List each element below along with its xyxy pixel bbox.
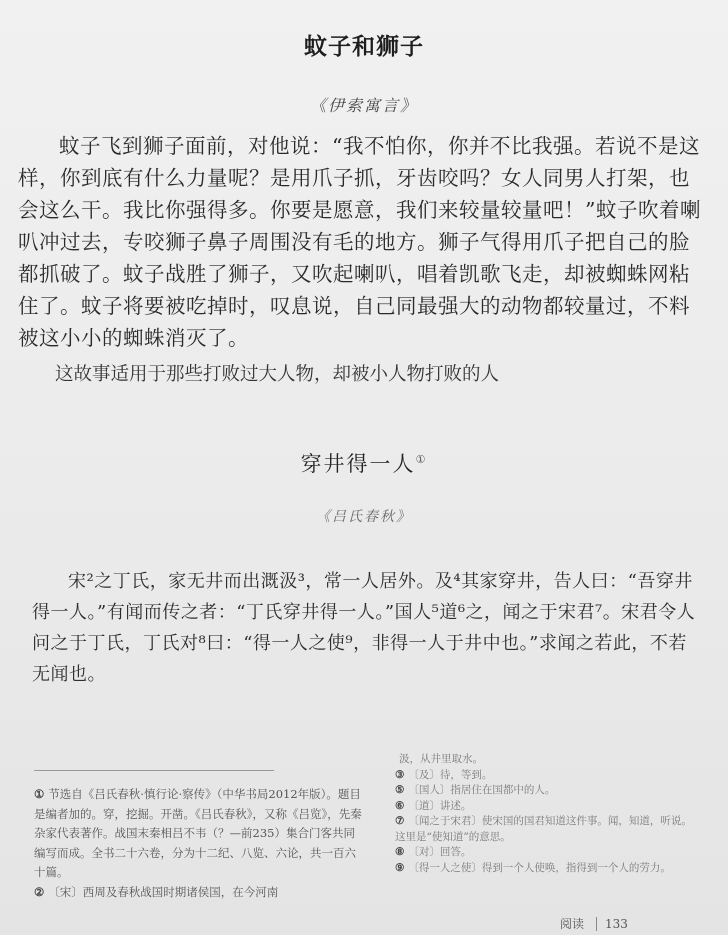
story2-title-row	[0, 448, 728, 478]
footnote: ① 节选自《吕氏春秋·慎行论·察传》（中华书局2012年版）。题目是编者加的。穿，挖掘。开凿。《吕氏春秋》，又称《吕览》，先秦杂家代表著作。战国末秦相吕不韦（？—前235）集合门客共同编写而成。全书二十六卷，分为十二纪、八览、六论，共一百六十篇。	[34, 787, 362, 879]
footnote: ② 〔宋〕西周及春秋战国时期诸侯国，在今河南	[34, 884, 279, 899]
footnote: ③ 〔及〕待，等到。	[395, 768, 493, 781]
story1-source: 《伊索寓言》	[309, 96, 418, 115]
story2-title-note: ①	[415, 453, 428, 466]
footnote: ⑨ 〔得一人之使〕得到一个人使唤，指得到一个人的劳力。	[395, 861, 671, 874]
story1-moral: 这故事适用于那些打败过大人物，却被小人物打败的人	[55, 364, 500, 385]
footnote: ⑦ 〔闻之于宋君〕使宋国的国君知道这件事。闻，知道，听说。这里是“使知道”的意思。	[395, 815, 692, 843]
story2-body	[32, 566, 702, 690]
story1-title: 蚊子和狮子	[304, 33, 424, 60]
page-number: 133	[596, 917, 628, 931]
footnote: ⑤ 〔国人〕指居住在国都中的人。	[395, 784, 556, 796]
footnote: 汲，从井里取水。	[399, 753, 483, 765]
story2-source: 《吕氏春秋》	[316, 509, 412, 525]
footnote: ⑥ 〔道〕讲述。	[395, 799, 472, 812]
footnote: ⑧ 〔对〕回答。	[395, 846, 472, 858]
story2-title: 穿井得一人	[300, 452, 416, 476]
story2-paragraph: 宋²之丁氏，家无井而出溉汲³，常一人居外。及⁴其家穿井，告人曰：“吾穿井得一人。”有闻而传之者：“丁氏穿井得一人。”国人⁵道⁶之，闻之于宋君⁷。宋君令人问之于丁氏，丁氏对⁸曰：“得一人之使⁹，非得一人于井中也。”求闻之若此，不若无闻也。	[32, 571, 696, 685]
page-footer	[560, 915, 628, 932]
footer-label: 阅读	[560, 917, 585, 931]
story1-body	[18, 130, 708, 354]
footnotes-right	[395, 752, 695, 876]
footnotes-left	[34, 785, 364, 902]
story1-paragraph: 蚊子飞到狮子面前，对他说：“我不怕你，你并不比我强。若说不是这样，你到底有什么力量呢？是用爪子抓，牙齿咬吗？女人同男人打架，也会这么干。我比你强得多。你要是愿意，我们来较量较量吧！”蚊子吹着喇叭冲过去，专咬狮子鼻子周围没有毛的地方。狮子气得用爪子把自己的脸都抓破了。蚊子战胜了狮子，又吹起喇叭，唱着凯歌飞走，却被蜘蛛网粘住了。蚊子将要被吃掉时，叹息说，自己同最强大的动物都较量过，不料被这小小的蜘蛛消灭了。	[18, 134, 701, 350]
footnote-divider	[34, 770, 274, 771]
